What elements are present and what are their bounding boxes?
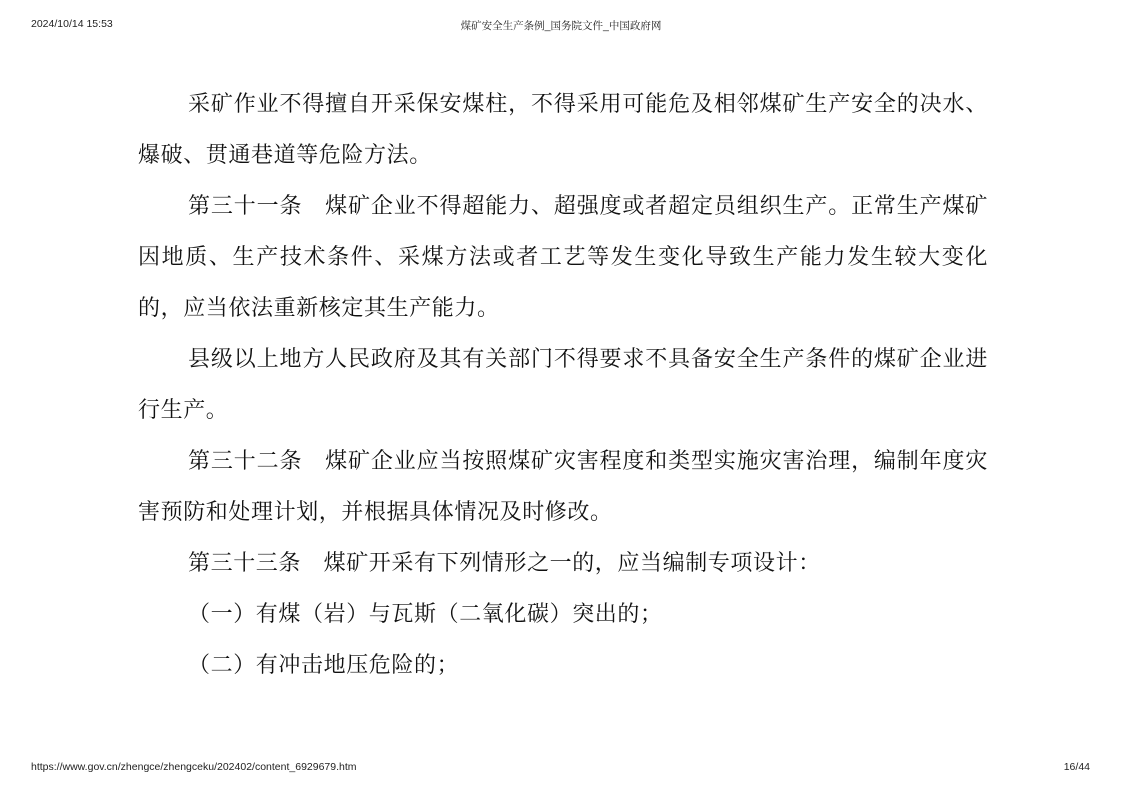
document-body bbox=[138, 79, 988, 691]
list-item: （一）有煤（岩）与瓦斯（二氧化碳）突出的； bbox=[188, 602, 663, 627]
paragraph-local-government: 县级以上地方人民政府及其有关部门不得要求不具备安全生产条件的煤矿企业进行生产。 bbox=[138, 347, 988, 423]
article-32: 第三十二条 煤矿企业应当按照煤矿灾害程度和类型实施灾害治理，编制年度灾害预防和处理计划，并根据具体情况及时修改。 bbox=[138, 449, 988, 525]
article-33: 第三十三条 煤矿开采有下列情形之一的，应当编制专项设计： bbox=[188, 551, 821, 576]
article-31: 第三十一条 煤矿企业不得超能力、超强度或者超定员组织生产。正常生产煤矿因地质、生产技术条件、采煤方法或者工艺等发生变化导致生产能力发生较大变化的，应当依法重新核定其生产能力。 bbox=[138, 194, 988, 321]
print-page-title: 煤矿安全生产条例_国务院文件_中国政府网 bbox=[460, 20, 662, 32]
source-url: https://www.gov.cn/zhengce/zhengceku/202402/content_6929679.htm bbox=[31, 761, 357, 773]
list-item: （二）有冲击地压危险的； bbox=[188, 653, 460, 678]
print-header bbox=[0, 18, 1122, 38]
print-footer bbox=[0, 761, 1122, 781]
print-datetime: 2024/10/14 15:53 bbox=[31, 18, 113, 30]
page-number: 16/44 bbox=[1063, 761, 1090, 773]
paragraph-coal-pillar: 采矿作业不得擅自开采保安煤柱，不得采用可能危及相邻煤矿生产安全的决水、爆破、贯通巷道等危险方法。 bbox=[138, 92, 988, 168]
